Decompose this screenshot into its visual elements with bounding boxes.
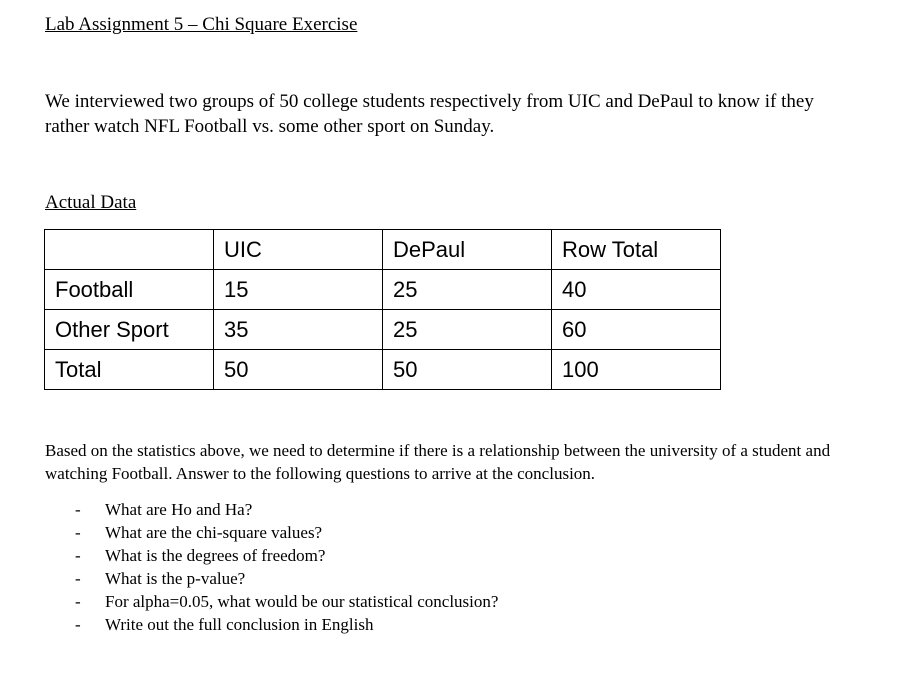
bullet-dash: - bbox=[75, 615, 81, 634]
table-cell: 60 bbox=[552, 310, 721, 350]
list-item bbox=[45, 544, 498, 567]
table-cell: 50 bbox=[214, 350, 383, 390]
bullet-dash: - bbox=[75, 523, 81, 542]
table-header-row bbox=[45, 230, 721, 270]
table-cell: 50 bbox=[383, 350, 552, 390]
table-header-cell: Row Total bbox=[552, 230, 721, 270]
bullet-dash: - bbox=[75, 592, 81, 611]
question-text: Write out the full conclusion in English bbox=[105, 615, 374, 634]
table-cell: Other Sport bbox=[45, 310, 214, 350]
intro-paragraph: We interviewed two groups of 50 college students respectively from UIC and DePaul to know if they rather watch NFL Football vs. some other sport on Sunday. bbox=[45, 91, 814, 137]
bullet-dash: - bbox=[75, 500, 81, 519]
table-cell: 40 bbox=[552, 270, 721, 310]
table-cell: 25 bbox=[383, 270, 552, 310]
table-row bbox=[45, 310, 721, 350]
question-text: What are Ho and Ha? bbox=[105, 500, 253, 519]
question-text: What is the degrees of freedom? bbox=[105, 546, 326, 565]
table-row bbox=[45, 270, 721, 310]
page-title: Lab Assignment 5 – Chi Square Exercise bbox=[45, 14, 358, 35]
list-item bbox=[45, 590, 498, 613]
table-cell: 35 bbox=[214, 310, 383, 350]
bullet-dash: - bbox=[75, 569, 81, 588]
table-header-cell: DePaul bbox=[383, 230, 552, 270]
questions-list bbox=[45, 498, 498, 636]
question-text: What are the chi-square values? bbox=[105, 523, 323, 542]
table-row bbox=[45, 350, 721, 390]
table-cell: Total bbox=[45, 350, 214, 390]
bullet-dash: - bbox=[75, 546, 81, 565]
list-item bbox=[45, 521, 498, 544]
question-text: For alpha=0.05, what would be our statistical conclusion? bbox=[105, 592, 499, 611]
list-item bbox=[45, 567, 498, 590]
table-cell: 100 bbox=[552, 350, 721, 390]
actual-data-table bbox=[44, 229, 721, 390]
list-item bbox=[45, 498, 498, 521]
section-label-actual-data: Actual Data bbox=[45, 192, 137, 213]
table-header-cell bbox=[45, 230, 214, 270]
table-header-cell: UIC bbox=[214, 230, 383, 270]
table-cell: 15 bbox=[214, 270, 383, 310]
question-text: What is the p-value? bbox=[105, 569, 246, 588]
instructions-paragraph: Based on the statistics above, we need to determine if there is a relationship between the university of a student and watching Football. Answer to the following questions to arrive at the conclusion. bbox=[45, 441, 831, 483]
list-item bbox=[45, 613, 498, 636]
table-cell: 25 bbox=[383, 310, 552, 350]
table-cell: Football bbox=[45, 270, 214, 310]
